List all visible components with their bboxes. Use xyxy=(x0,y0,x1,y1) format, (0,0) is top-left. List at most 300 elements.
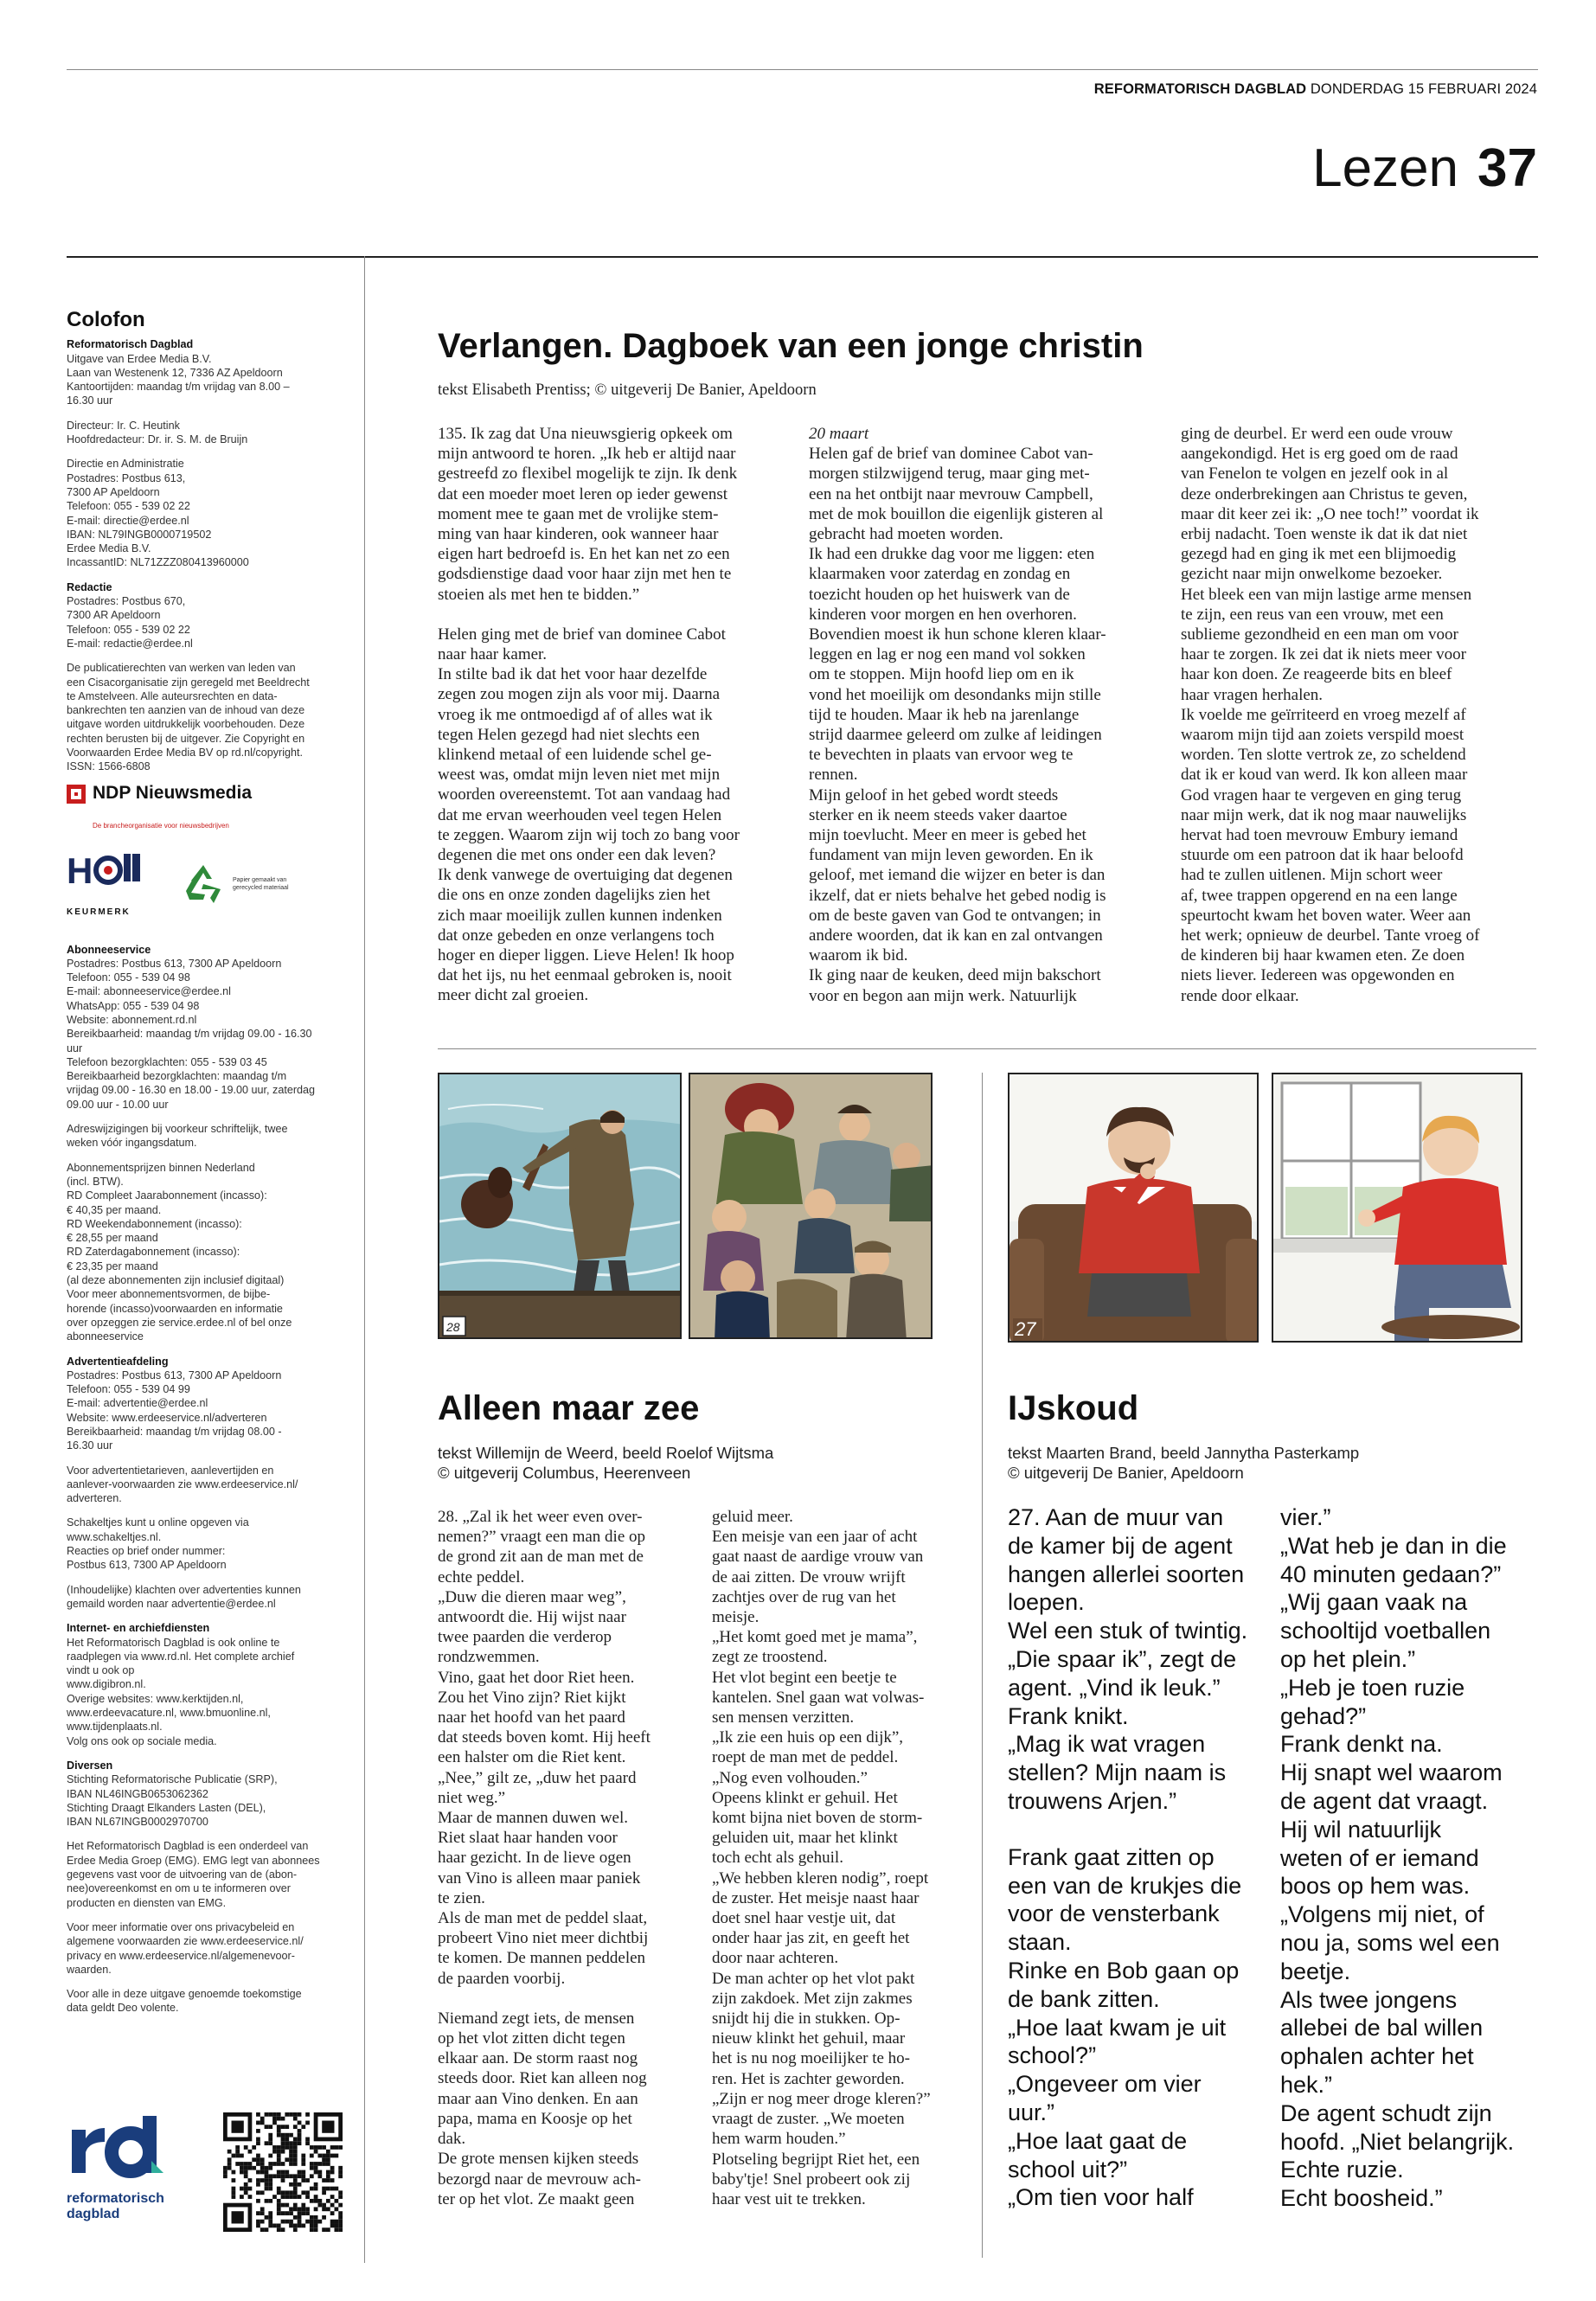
article1-text-line: van Fenelon te volgen en jezelf ook in al xyxy=(1181,465,1449,484)
ndp-name: NDP Nieuwsmedia xyxy=(93,783,253,804)
header-rule xyxy=(67,69,1538,70)
article1-text-line: maar dit keer zei ik: „O nee toch!” voordat ik xyxy=(1181,504,1479,523)
article3-text-line: Hij snapt wel waarom xyxy=(1280,1759,1503,1786)
article1-text-line: geloof, met iemand die wijzer en beter is dan xyxy=(809,866,1106,885)
article2-text-line: twee paarden die verderop xyxy=(438,1628,612,1647)
article2-credit xyxy=(438,1443,773,1483)
article1-text-line: hoger en dieper liggen. Lieve Helen! Ik hoop xyxy=(438,946,734,965)
illustration-frank xyxy=(1272,1073,1522,1343)
article1-text-line: af, twee trappen opgerend en na een lange xyxy=(1181,886,1458,905)
colofon-block-title: Redactie xyxy=(67,580,112,593)
article3-text-line: Rinke en Bob gaan op xyxy=(1008,1957,1240,1984)
article2-text-line: Als de man met de peddel slaat, xyxy=(438,1909,648,1928)
colofon-line: bankrechten ten aanzien van de inhoud van deze xyxy=(67,704,305,717)
colofon-line: horende (incasso)voorwaarden en informatie xyxy=(67,1302,283,1315)
colofon-line: Laan van Westenenk 12, 7336 AZ Apeldoorn xyxy=(67,366,283,379)
article3-text-line: „Ongeveer om vier xyxy=(1008,2071,1202,2098)
hoi-keurmerk-logo xyxy=(67,849,144,920)
colofon-line: Telefoon: 055 - 539 04 99 xyxy=(67,1383,190,1396)
article1-text-line: Ik voelde me geïrriteerd en vroeg mezelf af xyxy=(1181,705,1466,724)
article3-text-line: Als twee jongens xyxy=(1280,1986,1458,2013)
article3-text-line: de kamer bij de agent xyxy=(1008,1532,1233,1559)
colofon-line: 16.30 uur xyxy=(67,1439,113,1452)
article1-text-line: morgen stilzwijgend terug, maar ging met- xyxy=(809,465,1090,484)
article2-text-line: de zuster. Het meisje naast haar xyxy=(712,1888,920,1907)
colofon-block-title: Reformatorisch Dagblad xyxy=(67,338,194,351)
article1-text-line: tijd te houden. Maar ik heb na jarenlange xyxy=(809,705,1080,724)
colofon-line: gemaild worden naar advertentie@erdee.nl xyxy=(67,1597,276,1610)
article2-text-line: toch echt als gehuil. xyxy=(712,1849,843,1868)
article2-text-line: bezorgd naar de mevrouw ach- xyxy=(438,2170,641,2189)
colofon-line: abonneeservice xyxy=(67,1330,144,1343)
article3-text-line: Echte ruzie. xyxy=(1280,2157,1404,2183)
article1-text-line: Ik denk vanwege de overtuiging dat degenen xyxy=(438,866,733,885)
colofon-line: E-mail: redactie@erdee.nl xyxy=(67,637,193,650)
colofon-line: Hoofdredacteur: Dr. ir. S. M. de Bruijn xyxy=(67,433,248,446)
recycle-caption: Papier gemaakt van gerecycled materiaal xyxy=(233,877,289,892)
article1-text-line: kinderen voor morgen en hen overhoren. xyxy=(809,605,1077,624)
article1-text-line: Ik had een drukke dag voor me liggen: eten xyxy=(809,545,1095,564)
article1-text-line: Het bleek een van mijn lastige arme mensen xyxy=(1181,585,1472,604)
colofon-line: Reacties op brief onder nummer: xyxy=(67,1545,226,1558)
colofon-line: Directie en Administratie xyxy=(67,458,184,471)
article2-text-line: rondzwemmen. xyxy=(438,1648,540,1667)
article2-text-line: „Het komt goed met je mama”, xyxy=(712,1628,918,1647)
colofon-line: Volg ons ook op sociale media. xyxy=(67,1734,217,1747)
colofon-line: (Inhoudelijke) klachten over advertenties kunnen xyxy=(67,1583,301,1596)
article3-text-line: hek.” xyxy=(1280,2071,1333,2098)
article1-text-line: leggen en lag er nog een mand vol sokken xyxy=(809,645,1086,664)
article2-text-line: zegt ze troostend. xyxy=(712,1648,828,1667)
colofon-line: Postadres: Postbus 670, xyxy=(67,595,186,608)
colofon-line: waarden. xyxy=(67,1963,112,1976)
article1-column-3 xyxy=(1181,424,1535,1006)
colofon-line: algemene voorwaarden zie www.erdeeservice.nl/ xyxy=(67,1935,304,1948)
colofon-line: Kantoortijden: maandag t/m vrijdag van 8.00 – xyxy=(67,381,290,394)
article3-text-line: allebei de bal willen xyxy=(1280,2015,1484,2041)
rd-logo-text-1: reformatorisch xyxy=(67,2191,164,2206)
colofon-line: een Cisacorganisatie zijn geregeld met Beeldrecht xyxy=(67,676,310,689)
article2-text-line: vraagt de zuster. „We moeten xyxy=(712,2110,905,2129)
article2-text-line: Het vlot begint een beetje te xyxy=(712,1668,897,1687)
colofon-line: RD Compleet Jaarabonnement (incasso): xyxy=(67,1189,267,1202)
article1-text-line: hervat had toen mevrouw Embury iemand xyxy=(1181,826,1458,845)
article2-text-line: geluid meer. xyxy=(712,1508,793,1526)
article2-credit-line-1: tekst Willemijn de Weerd, beeld Roelof Wijtsma xyxy=(438,1444,774,1462)
colofon-line: producten en diensten van EMG. xyxy=(67,1896,227,1909)
colofon-line: Telefoon bezorgklachten: 055 - 539 03 45 xyxy=(67,1055,267,1068)
article1-text-line: voor en begon aan mijn werk. Natuurlijk xyxy=(809,986,1077,1005)
article1-text-line: degenen die met ons onder een dak leven? xyxy=(438,846,716,865)
colofon-block-title: Diversen xyxy=(67,1759,113,1772)
article2-text-line: papa, mama en Koosje op het xyxy=(438,2109,632,2128)
article1-column-2 xyxy=(809,424,1163,1006)
rd-logo-icon xyxy=(67,2112,179,2182)
keurmerk-row xyxy=(67,849,343,920)
colofon-line: RD Weekendabonnement (incasso): xyxy=(67,1217,242,1230)
article2-text-line: 28. „Zal ik het weer even over- xyxy=(438,1508,643,1526)
article3-credit-line-1: tekst Maarten Brand, beeld Jannytha Pasterkamp xyxy=(1008,1444,1360,1462)
article3-text-line: „Hoe laat kwam je uit xyxy=(1008,2014,1227,2041)
article2-text-line: zijn zakdoek. Met zijn zakmes xyxy=(712,1989,913,2008)
colofon-line: www.digibron.nl. xyxy=(67,1678,146,1691)
article1-text-line: om te stoppen. Mijn hoofd liep om en ik xyxy=(809,665,1074,684)
colofon-line: € 23,35 per maand xyxy=(67,1259,158,1272)
section-heading xyxy=(1312,138,1537,198)
article3-text-line: trouwens Arjen.” xyxy=(1008,1787,1177,1814)
article1-text-line: stuurde om een patroon dat ik haar beloofd xyxy=(1181,846,1464,865)
colofon-line: Telefoon: 055 - 539 02 22 xyxy=(67,500,190,513)
article2-text-line: Plotseling begrijpt Riet het, een xyxy=(712,2150,920,2169)
article1-text-line: Bovendien moest ik hun schone kleren klaar- xyxy=(809,625,1106,644)
article3-text-line: school?” xyxy=(1008,2042,1097,2069)
article1-text-line: weest was, omdat mijn leven niet met mijn xyxy=(438,766,721,785)
colofon-line: Uitgave van Erdee Media B.V. xyxy=(67,352,212,365)
article2-text-line: dat steeds boven komt. Hij heeft xyxy=(438,1728,651,1747)
colofon-line: Abonnementsprijzen binnen Nederland xyxy=(67,1161,255,1174)
article3-title: IJskoud xyxy=(1008,1389,1139,1427)
article1-text-line: meer dicht zal groeien. xyxy=(438,986,589,1005)
article3-text-line: op het plein.” xyxy=(1280,1645,1416,1672)
article3-text-line: De agent schudt zijn xyxy=(1280,2099,1492,2126)
article2-text-line: maar aan Vino denken. En aan xyxy=(438,2089,638,2108)
article3-text-line: loepen. xyxy=(1008,1589,1085,1616)
colofon-line: Erdee Media Groep (EMG). EMG legt van abonnees xyxy=(67,1854,320,1867)
rd-logo xyxy=(67,2112,179,2222)
article2-text-line: ter op het vlot. Ze maakt geen xyxy=(438,2189,635,2208)
article1-text-line: waarom mijn tijd aan zoiets verspild moest xyxy=(1181,726,1465,745)
article2-title: Alleen maar zee xyxy=(438,1389,700,1427)
colofon-line: uitgave worden uitdrukkelijk voorbehouden. Deze xyxy=(67,718,305,731)
article1-text-line: een na het ontbijt naar mevrouw Campbell, xyxy=(809,484,1093,503)
article2-text-line: Vino, gaat het door Riet heen. xyxy=(438,1668,635,1687)
article1-text-line: erbij nadacht. Toen wenste ik dat ik dat niet xyxy=(1181,525,1468,544)
article1-title: Verlangen. Dagboek van een jonge christin xyxy=(438,327,1144,365)
article2-text-line: nieuw klinkt het gehuil, maar xyxy=(712,2029,906,2048)
article3-text-line: staan. xyxy=(1008,1929,1072,1956)
article1-text-line: fundament van mijn leven geworden. En ik xyxy=(809,846,1093,865)
article2-text-line: roept de man met de peddel. xyxy=(712,1748,899,1767)
colofon-line: Bereikbaarheid: maandag t/m vrijdag 09.00 - 16.30 xyxy=(67,1028,312,1041)
colofon-line: E-mail: abonneeservice@erdee.nl xyxy=(67,985,231,998)
colofon-line: Directeur: Ir. C. Heutink xyxy=(67,419,180,432)
recycle-icon xyxy=(179,860,228,908)
article1-text-line: vond het moeilijk om desondanks mijn stille xyxy=(809,685,1101,704)
colofon-line: Bereikbaarheid bezorgklachten: maandag t/m xyxy=(67,1070,287,1083)
article1-text-line: 135. Ik zag dat Una nieuwsgierig opkeek om xyxy=(438,425,733,443)
article1-text-line: aangekondigd. Het is erg goed om de raad xyxy=(1181,445,1458,464)
colofon-block xyxy=(67,1583,343,1612)
article3-text-line: school uit?” xyxy=(1008,2156,1128,2182)
colofon-line: Stichting Draagt Elkanders Lasten (DEL), xyxy=(67,1801,266,1814)
colofon-block xyxy=(67,1621,343,1748)
comics-divider xyxy=(982,1073,983,2258)
article2-text-line: antwoordt die. Hij wijst naar xyxy=(438,1608,626,1627)
article3-text-line: Frank denkt na. xyxy=(1280,1731,1443,1758)
colofon-line: weken vóór ingangsdatum. xyxy=(67,1137,197,1150)
article1-text-line: dat ik er koud van werd. Ik kon alleen maar xyxy=(1181,766,1468,785)
article1-text-line: te zeggen. Waarom zijn wij toch zo bang voor xyxy=(438,825,740,844)
colofon-line: 7300 AP Apeldoorn xyxy=(67,485,160,498)
article1-text-line: had te zullen uitlenen. Mijn schort weer xyxy=(1181,866,1443,885)
article2-text-line: Opeens klinkt er gehuil. Het xyxy=(712,1788,898,1807)
article2-text-line: niet weg.” xyxy=(438,1788,506,1807)
article1-text-line: ming van haar kinderen, ook wanneer haar xyxy=(438,525,719,544)
article2-text-line: elkaar aan. De storm raast nog xyxy=(438,2049,638,2068)
colofon-line: privacy en www.erdeeservice.nl/algemenevoor- xyxy=(67,1949,295,1962)
article2-text-line: doet snel haar vestje uit, dat xyxy=(712,1909,896,1928)
article2-text-line: van Vino is alleen maar paniek xyxy=(438,1868,641,1888)
svg-text:H: H xyxy=(67,849,93,891)
article2-text-line: „Duw die dieren maar weg”, xyxy=(438,1587,626,1606)
colofon-blocks xyxy=(67,337,343,773)
qr-code[interactable] xyxy=(223,2112,343,2232)
article2-text-line: De man achter op het vlot pakt xyxy=(712,1969,915,1988)
colofon-line: Postbus 613, 7300 AP Apeldoorn xyxy=(67,1559,227,1572)
article3-text-line: boos op hem was. xyxy=(1280,1873,1471,1900)
colofon-block xyxy=(67,580,343,651)
colofon-line: € 28,55 per maand xyxy=(67,1232,158,1245)
colofon-block-title: Abonneeservice xyxy=(67,943,151,956)
article1-text-line: haar te zorgen. Ik zei dat ik niets meer voor xyxy=(1181,645,1466,664)
colofon-line: nee)overeenkomst en om u te informeren over xyxy=(67,1882,292,1895)
article1-paragraph-gap xyxy=(438,605,792,625)
article1-text-line: om de beste gaven van God te ontvangen; in xyxy=(809,906,1101,925)
colofon-line: IBAN NL67INGB0002970700 xyxy=(67,1816,208,1829)
article1-column-1 xyxy=(438,424,792,1006)
article1-text-line: met de mok bouillon die eigenlijk gisteren al xyxy=(809,504,1104,523)
colofon-block xyxy=(67,1920,343,1977)
article3-text-line: stellen? Mijn naam is xyxy=(1008,1759,1227,1786)
article2-text-line: haar gezicht. In de lieve ogen xyxy=(438,1849,631,1868)
colofon-line: Voorwaarden Erdee Media BV op rd.nl/copyright. xyxy=(67,747,304,760)
article2-text-line: gaat naast de aardige vrouw van xyxy=(712,1548,924,1567)
article1-text-line: ikzelf, dat er niets behalve het gebed nodig is xyxy=(809,886,1106,905)
article2-text-line: het is nu nog moeilijker te ho- xyxy=(712,2049,911,2068)
colofon-sidebar xyxy=(67,308,343,2026)
colofon-line: 7300 AR Apeldoorn xyxy=(67,609,161,622)
article1-text-line: tegen Helen gezegd had niet slechts een xyxy=(438,725,700,744)
article2-text-line: echte peddel. xyxy=(438,1567,525,1586)
article3-text-line: „Om tien voor half xyxy=(1008,2184,1194,2211)
colofon-line: Postadres: Postbus 613, 7300 AP Apeldoorn xyxy=(67,957,282,970)
colofon-block xyxy=(67,1839,343,1909)
article1-text-line: In stilte bad ik dat het voor haar dezelfde xyxy=(438,665,708,684)
article1-text-line: andere woorden, dat ik kan en zal ontvangen xyxy=(809,926,1103,945)
colofon-line: Voor meer abonnementsvormen, de bijbe- xyxy=(67,1288,271,1301)
colofon-line: Postadres: Postbus 613, 7300 AP Apeldoorn xyxy=(67,1368,282,1381)
article2-text-line: de paarden voorbij. xyxy=(438,1969,566,1988)
colofon-line: Bereikbaarheid: maandag t/m vrijdag 08.00 - xyxy=(67,1426,282,1438)
article2-text-line: kantelen. Snel gaan wat volwas- xyxy=(712,1688,925,1707)
article1-text-line: klinkend metaal of een luidende schel ge- xyxy=(438,746,712,765)
article2-text-line: „Nee,” gilt ze, „duw het paard xyxy=(438,1768,637,1787)
article3-column-1 xyxy=(1008,1503,1267,2212)
article3-text-line: de agent dat vraagt. xyxy=(1280,1787,1489,1814)
article2-text-line: „We hebben kleren nodig”, roept xyxy=(712,1868,929,1888)
article3-column-2 xyxy=(1280,1503,1540,2213)
colofon-line: vrijdag 09.00 - 16.30 en 18.00 - 19.00 uur, zaterdag xyxy=(67,1084,316,1097)
colofon-line: Voor advertentietarieven, aanlevertijden en xyxy=(67,1464,274,1477)
article1-text-line: rende door elkaar. xyxy=(1181,986,1299,1005)
article2-text-line: baby'tje! Snel probeert ook zij xyxy=(712,2170,911,2189)
colofon-block xyxy=(67,337,343,407)
article2-text-line: een halster om die Riet kent. xyxy=(438,1748,626,1767)
article1-text-line: haar kon doen. Ze reageerde bits en bleef xyxy=(1181,665,1452,684)
issue-date: DONDERDAG 15 FEBRUARI 2024 xyxy=(1310,81,1537,97)
colofon-line: Telefoon: 055 - 539 02 22 xyxy=(67,623,190,636)
article1-text-line: waarom ik bid. xyxy=(809,946,908,965)
panel-number-27: 27 xyxy=(1015,1318,1036,1340)
illustration-agent xyxy=(1008,1073,1259,1343)
illustration-flood-horse xyxy=(438,1073,682,1339)
article3-text-line: hoofd. „Niet belangrijk. xyxy=(1280,2128,1515,2155)
article2-text-line: de grond zit aan de man met de xyxy=(438,1548,644,1567)
article2-paragraph-gap xyxy=(438,1989,697,2009)
article2-column-1 xyxy=(438,1507,697,2209)
article1-text-line: sublieme gezondheid en een man om voor xyxy=(1181,625,1458,644)
article2-text-line: Een meisje van een jaar of acht xyxy=(712,1528,918,1547)
colofon-line: E-mail: advertentie@erdee.nl xyxy=(67,1397,208,1410)
article3-text-line: gehad?” xyxy=(1280,1702,1367,1729)
section-name: Lezen xyxy=(1312,138,1459,198)
colofon-line: IncassantID: NL71ZZZ080413960000 xyxy=(67,556,249,569)
article3-text-line: nou ja, soms wel een xyxy=(1280,1929,1500,1956)
article1-text-line: naar mijn werk, dat ik nog maar nauwelijks xyxy=(1181,805,1467,824)
article2-text-line: Zou het Vino zijn? Riet kijkt xyxy=(438,1688,626,1707)
article1-text-line: godsdienstige daad voor haar zijn met hen te xyxy=(438,565,732,584)
sidebar-divider xyxy=(364,256,365,2263)
colofon-line: IBAN NL46INGB0653062362 xyxy=(67,1787,208,1800)
colofon-line: 16.30 uur xyxy=(67,394,113,407)
colofon-blocks-2 xyxy=(67,943,343,2016)
colofon-line: Erdee Media B.V. xyxy=(67,542,151,555)
article3-text-line: voor de vensterbank xyxy=(1008,1900,1220,1927)
article3-text-line: Wel een stuk of twintig. xyxy=(1008,1618,1248,1644)
colofon-block xyxy=(67,419,343,447)
article2-text-line: haar vest uit te trekken. xyxy=(712,2189,866,2208)
colofon-line: Website: abonnement.rd.nl xyxy=(67,1013,197,1026)
colofon-line: data geldt Deo volente. xyxy=(67,2002,179,2015)
article3-text-line: Frank knikt. xyxy=(1008,1702,1129,1729)
article3-text-line: Hij wil natuurlijk xyxy=(1280,1816,1442,1843)
colofon-line: Overige websites: www.kerktijden.nl, xyxy=(67,1692,244,1705)
colofon-line: Adreswijzigingen bij voorkeur schriftelijk, twee xyxy=(67,1123,288,1136)
article1-text-line: speurtocht kwam het boven water. Weer aan xyxy=(1181,906,1471,925)
newspaper-name: REFORMATORISCH DAGBLAD xyxy=(1093,81,1307,97)
article1-text-line: zich maar moeilijk zullen kunnen indenken xyxy=(438,906,722,925)
colofon-line: over opzeggen zie service.erdee.nl of bel onze xyxy=(67,1316,292,1329)
article1-text-line: sterker en ik neem steeds vaker daartoe xyxy=(809,805,1067,824)
article3-credit xyxy=(1008,1443,1359,1483)
article1-date-heading: 20 maart xyxy=(809,425,869,443)
colofon-line: Voor meer informatie over ons privacybeleid en xyxy=(67,1920,295,1933)
colofon-block xyxy=(67,943,343,1112)
colofon-line: www.tijdenplaats.nl. xyxy=(67,1721,163,1734)
article1-credit: tekst Elisabeth Prentiss; © uitgeverij De Banier, Apeldoorn xyxy=(438,381,817,399)
colofon-line: (al deze abonnementen zijn inclusief digitaal) xyxy=(67,1274,285,1287)
panel-number-28: 28 xyxy=(446,1320,460,1334)
article1-text-line: dat een moeder moet leren op ieder gewenst xyxy=(438,484,727,503)
article3-text-line: „Heb je toen ruzie xyxy=(1280,1674,1465,1701)
article1-text-line: klaarmaken voor zaterdag en zondag en xyxy=(809,565,1071,584)
keurmerk-label: KEURMERK xyxy=(67,907,131,918)
colofon-line: Stichting Reformatorische Publicatie (SRP), xyxy=(67,1773,278,1786)
article1-text-line: niets liever. Iedereen was opgewonden en xyxy=(1181,966,1455,985)
article1-text-line: dat onze gebeden en onze verlangens toch xyxy=(438,926,715,945)
article2-text-line: onder haar jas zit, en geeft het xyxy=(712,1929,910,1948)
article3-text-line: 27. Aan de muur van xyxy=(1008,1504,1224,1530)
ndp-subtitle: De brancheorganisatie voor nieuwsbedrijven xyxy=(93,821,229,830)
colofon-line: adverteren. xyxy=(67,1492,122,1505)
article2-column-2 xyxy=(712,1507,971,2209)
colofon-block-title: Internet- en archiefdiensten xyxy=(67,1622,210,1635)
article1-text-line: mijn antwoord te horen. „Ik heb er altijd naar xyxy=(438,445,736,464)
article3-text-line: beetje. xyxy=(1280,1958,1351,1984)
article3-text-line: uur.” xyxy=(1008,2099,1055,2125)
article3-text-line: vier.” xyxy=(1280,1504,1331,1530)
article3-text-line: „Die spaar ik”, zegt de xyxy=(1008,1645,1237,1672)
article1-text-line: het werk; opnieuw de deurbel. Tante vroeg of xyxy=(1181,926,1480,945)
article2-text-line: Maar de mannen duwen wel. xyxy=(438,1809,629,1828)
article1-text-line: mijn toevlucht. Meer en meer is gebed het xyxy=(809,826,1086,845)
article3-text-line: de bank zitten. xyxy=(1008,1985,1160,2012)
article3-text-line: schooltijd voetballen xyxy=(1280,1618,1491,1644)
article2-text-line: nemen?” vraagt een man die op xyxy=(438,1528,646,1547)
article1-text-line: worden. Ten slotte vertrok ze, zo scheldend xyxy=(1181,746,1466,765)
colofon-line: WhatsApp: 055 - 539 04 98 xyxy=(67,999,200,1012)
article2-text-line: „Nog even volhouden.” xyxy=(712,1768,868,1787)
article1-text-line: dat het ijs, nu het eenmaal gebroken is, nooit xyxy=(438,966,732,985)
ndp-square-icon xyxy=(67,785,86,804)
colofon-line: Postadres: Postbus 613, xyxy=(67,471,186,484)
colofon-line: aanlever-voorwaarden zie www.erdeeservice.nl/ xyxy=(67,1477,298,1490)
article2-text-line: Niemand zegt iets, de mensen xyxy=(438,2009,635,2028)
article1-text-line: gebracht had moeten worden. xyxy=(809,525,1003,544)
article1-text-line: Mijn geloof in het gebed wordt steeds xyxy=(809,785,1059,804)
colofon-line: raadplegen via www.rd.nl. Het complete archief xyxy=(67,1650,295,1663)
article2-text-line: op het vlot zitten dicht tegen xyxy=(438,2029,625,2048)
article2-text-line: meisje. xyxy=(712,1608,760,1627)
colofon-block xyxy=(67,1759,343,1829)
article3-credit-line-2: © uitgeverij De Banier, Apeldoorn xyxy=(1008,1464,1244,1482)
article1-text-line: die ons en onze zonden dagelijks zien het xyxy=(438,886,710,905)
colofon-block xyxy=(67,1987,343,2016)
article3-text-line: Echt boosheid.” xyxy=(1280,2185,1443,2212)
article2-text-line: hem warm houden.” xyxy=(712,2130,846,2149)
article3-text-line: Frank gaat zitten op xyxy=(1008,1843,1215,1870)
article2-text-line: „Zijn er nog meer droge kleren?” xyxy=(712,2089,931,2108)
colofon-block xyxy=(67,1355,343,1453)
article2-text-line: dak. xyxy=(438,2130,466,2149)
colofon-line: www.erdeevacature.nl, www.bmuonline.nl, xyxy=(67,1707,271,1720)
article1-text-line: stoeien als met hen te bidden.” xyxy=(438,585,640,604)
article1-text-line: gezicht naar mijn onwelkome bezoeker. xyxy=(1181,565,1443,584)
article2-credit-line-2: © uitgeverij Columbus, Heerenveen xyxy=(438,1464,691,1482)
article2-text-line: komt bijna niet boven de storm- xyxy=(712,1809,923,1828)
colofon-line: uur xyxy=(67,1042,83,1054)
article2-text-line: „Ik zie een huis op een dijk”, xyxy=(712,1728,904,1747)
header-bottom-rule xyxy=(67,256,1538,258)
recycle-logo xyxy=(179,860,293,908)
colofon-block xyxy=(67,1464,343,1506)
article3-text-line: ophalen achter het xyxy=(1280,2043,1474,2070)
colofon-block xyxy=(67,1516,343,1572)
illustration-raft-people xyxy=(689,1073,933,1339)
article2-text-line: geluiden uit, maar het klinkt xyxy=(712,1829,898,1848)
article2-text-line: sen mensen verzitten. xyxy=(712,1708,855,1727)
colofon-line: te Amstelveen. Alle auteursrechten en data- xyxy=(67,689,278,702)
